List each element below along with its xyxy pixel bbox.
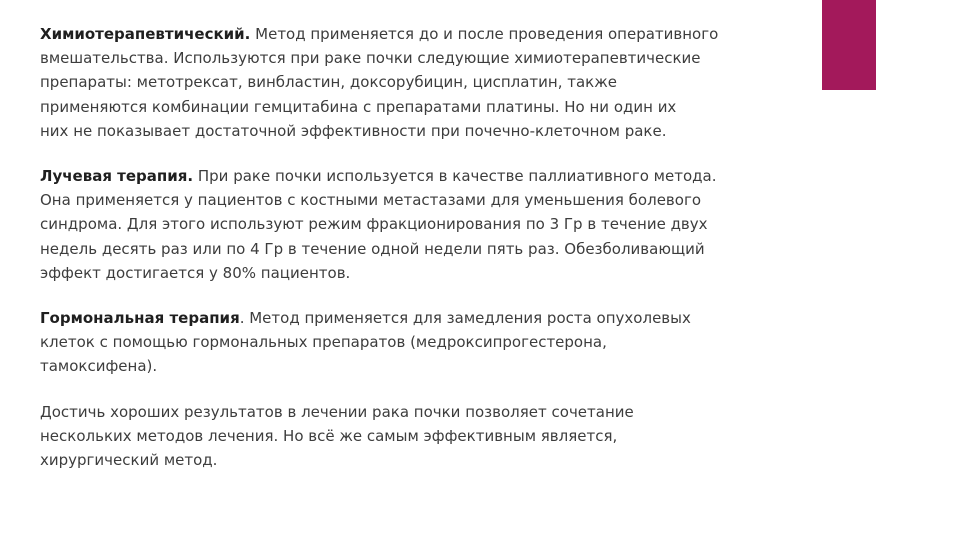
- heading-hormone-therapy: Гормональная терапия: [40, 309, 240, 328]
- slide-content: [40, 22, 825, 493]
- heading-radiation-therapy: Лучевая терапия.: [40, 167, 194, 186]
- text-conclusion: Достичь хороших результатов в лечении рака почки позволяет сочетание нескольких методов лечения. Но всё же самым эффективным является, хирургический метод.: [40, 402, 634, 470]
- text-radiation-therapy: При раке почки используется в качестве паллиативного метода. Она применяется у пациентов с костными метастазами для уменьшения болевого синдрома. Для этого используют режим фракционирования по 3 Гр в течение двух недель десять раз или по 4 Гр в течение одной недели пять раз. Обезболивающий эффект достигается у 80% пациентов.: [40, 167, 717, 282]
- text-hormone-therapy: . Метод применяется для замедления роста опухолевых клеток с помощью гормональных препаратов (медроксипрогестерона, тамоксифена).: [40, 309, 691, 376]
- heading-chemotherapy: Химиотерапевтический.: [40, 25, 251, 43]
- paragraph-chemotherapy: [40, 22, 825, 143]
- paragraph-radiation-therapy: [40, 164, 825, 285]
- paragraph-conclusion: [40, 400, 825, 473]
- text-chemotherapy: Метод применяется до и после проведения оперативного вмешательства. Используются при раке почки следующие химиотерапевтические препараты: метотрексат, винбластин, доксорубицин, цисплатин, также применяются комбинации гемцитабина с препаратами платины. Но ни один их них не показывает достаточной эффективности при почечно-клеточном раке.: [40, 25, 719, 140]
- accent-bar: [822, 0, 876, 90]
- paragraph-hormone-therapy: [40, 306, 825, 379]
